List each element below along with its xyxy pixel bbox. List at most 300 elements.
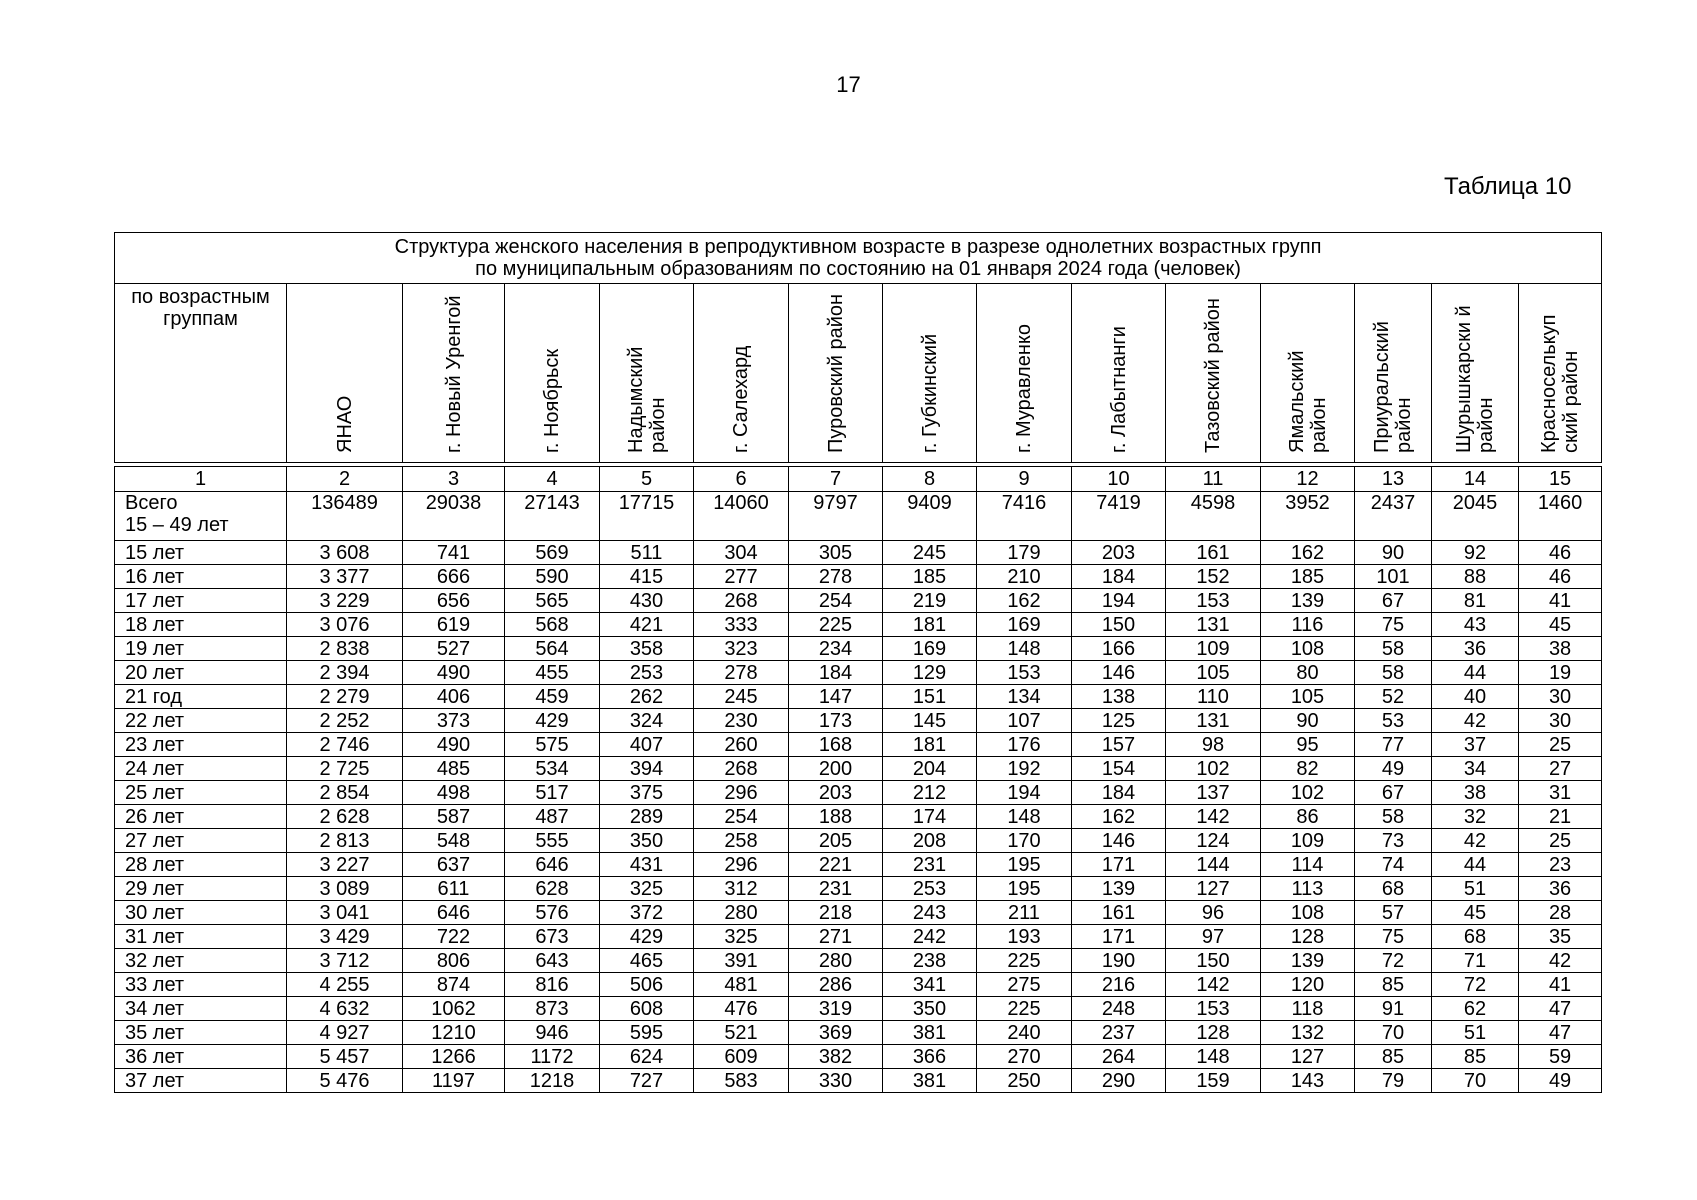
table-cell: 62 [1432,997,1519,1021]
table-cell: 90 [1261,709,1355,733]
table-cell: 73 [1355,829,1432,853]
table-cell: 95 [1261,733,1355,757]
table-cell: 101 [1355,565,1432,589]
table-cell: 3 712 [287,949,403,973]
table-cell: 264 [1072,1045,1166,1069]
table-cell: 221 [789,853,883,877]
table-cell: 575 [505,733,600,757]
table-cell: 323 [694,637,789,661]
table-cell: 407 [600,733,694,757]
table-cell: 108 [1261,901,1355,925]
table-cell: 210 [977,565,1072,589]
total-cell: 2437 [1355,492,1432,541]
table-cell: 305 [789,541,883,565]
table-cell: 195 [977,877,1072,901]
table-cell: 42 [1432,829,1519,853]
table-cell: 41 [1519,973,1602,997]
column-number-row [115,467,1602,492]
table-cell: 517 [505,781,600,805]
table-cell: 394 [600,757,694,781]
table-cell: 609 [694,1045,789,1069]
table-row [115,541,1602,565]
table-cell: 35 [1519,925,1602,949]
table-cell: 72 [1432,973,1519,997]
table-cell: 124 [1166,829,1261,853]
row-label: 26 лет [115,805,287,829]
table-cell: 184 [789,661,883,685]
table-cell: 77 [1355,733,1432,757]
table-cell: 369 [789,1021,883,1045]
column-header [287,284,403,463]
table-cell: 254 [694,805,789,829]
table-cell: 646 [505,853,600,877]
table-cell: 608 [600,997,694,1021]
table-cell: 38 [1519,637,1602,661]
column-number: 15 [1519,467,1602,492]
table-cell: 59 [1519,1045,1602,1069]
table-row [115,589,1602,613]
table-cell: 216 [1072,973,1166,997]
table-cell: 46 [1519,541,1602,565]
table-cell: 873 [505,997,600,1021]
total-cell: 7419 [1072,492,1166,541]
caption-line-1: Структура женского населения в репродуктивном возрасте в разрезе однолетних возрастных групп [394,236,1322,258]
table-cell: 208 [883,829,977,853]
table-cell: 67 [1355,781,1432,805]
table-cell: 211 [977,901,1072,925]
table-cell: 231 [883,853,977,877]
row-label: 35 лет [115,1021,287,1045]
table-cell: 44 [1432,853,1519,877]
column-number: 11 [1166,467,1261,492]
table-cell: 148 [1166,1045,1261,1069]
table-row [115,781,1602,805]
table-cell: 30 [1519,685,1602,709]
table-cell: 42 [1432,709,1519,733]
table-cell: 280 [694,901,789,925]
column-header-label: Надымский район [624,346,669,453]
column-header-label: Ямальский район [1285,350,1330,453]
table-cell: 219 [883,589,977,613]
table-cell: 147 [789,685,883,709]
column-header [977,284,1072,463]
table-cell: 21 [1519,805,1602,829]
table-cell: 555 [505,829,600,853]
table-cell: 105 [1166,661,1261,685]
table-cell: 45 [1519,613,1602,637]
table-cell: 296 [694,781,789,805]
table-cell: 44 [1432,661,1519,685]
table-cell: 258 [694,829,789,853]
table-cell: 57 [1355,901,1432,925]
table-cell: 142 [1166,805,1261,829]
table-cell: 254 [789,589,883,613]
table-cell: 190 [1072,949,1166,973]
table-cell: 628 [505,877,600,901]
table-cell: 590 [505,565,600,589]
table-cell: 4 632 [287,997,403,1021]
table-cell: 421 [600,613,694,637]
column-number: 4 [505,467,600,492]
row-label: 21 год [115,685,287,709]
table-cell: 271 [789,925,883,949]
table-row [115,805,1602,829]
table-cell: 268 [694,589,789,613]
table-row [115,565,1602,589]
row-label: 15 лет [115,541,287,565]
table-cell: 80 [1261,661,1355,685]
table-body [115,233,1602,1093]
total-cell: 7416 [977,492,1072,541]
column-header-label: г. Муравленко [1013,324,1035,453]
table-cell: 128 [1261,925,1355,949]
table-cell: 53 [1355,709,1432,733]
table-cell: 278 [789,565,883,589]
table-cell: 3 608 [287,541,403,565]
table-cell: 250 [977,1069,1072,1093]
table-cell: 139 [1261,949,1355,973]
table-cell: 506 [600,973,694,997]
total-cell: 29038 [403,492,505,541]
table-cell: 152 [1166,565,1261,589]
table-cell: 727 [600,1069,694,1093]
table-cell: 225 [977,997,1072,1021]
table-cell: 181 [883,613,977,637]
total-cell: 17715 [600,492,694,541]
table-cell: 666 [403,565,505,589]
column-header [600,284,694,463]
caption-line-2: по муниципальным образованиям по состоянию на 01 января 2024 года (человек) [475,258,1241,280]
table-row [115,949,1602,973]
table-cell: 109 [1261,829,1355,853]
table-cell: 120 [1261,973,1355,997]
table-cell: 162 [977,589,1072,613]
table-cell: 184 [1072,781,1166,805]
table-cell: 231 [789,877,883,901]
table-cell: 174 [883,805,977,829]
table-cell: 275 [977,973,1072,997]
table-cell: 185 [883,565,977,589]
column-header-label: г. Ноябрьск [541,348,563,453]
table-cell: 144 [1166,853,1261,877]
table-cell: 113 [1261,877,1355,901]
column-header-label: ЯНАО [333,395,356,453]
table-cell: 91 [1355,997,1432,1021]
table-cell: 583 [694,1069,789,1093]
table-cell: 86 [1261,805,1355,829]
table-cell: 230 [694,709,789,733]
total-cell: 3952 [1261,492,1355,541]
table-row [115,1045,1602,1069]
table-cell: 131 [1166,709,1261,733]
table-cell: 358 [600,637,694,661]
table-cell: 184 [1072,565,1166,589]
table-cell: 4 255 [287,973,403,997]
table-cell: 157 [1072,733,1166,757]
table-row [115,613,1602,637]
table-cell: 5 457 [287,1045,403,1069]
table-cell: 245 [694,685,789,709]
table-cell: 43 [1432,613,1519,637]
table-row [115,853,1602,877]
table-cell: 52 [1355,685,1432,709]
table-cell: 97 [1166,925,1261,949]
row-header-label: по возрастным группам [115,284,287,463]
column-number: 6 [694,467,789,492]
table-cell: 498 [403,781,505,805]
table-cell: 324 [600,709,694,733]
table-cell: 127 [1166,877,1261,901]
table-cell: 107 [977,709,1072,733]
table-cell: 673 [505,925,600,949]
table-cell: 153 [1166,997,1261,1021]
table-cell: 2 394 [287,661,403,685]
row-label: 22 лет [115,709,287,733]
column-header-label: г. Лабытнанги [1107,326,1130,453]
table-cell: 203 [1072,541,1166,565]
column-header-label: г. Губкинский [918,333,941,453]
total-cell: 27143 [505,492,600,541]
table-cell: 312 [694,877,789,901]
table-cell: 548 [403,829,505,853]
table-cell: 181 [883,733,977,757]
table-cell: 102 [1166,757,1261,781]
table-cell: 431 [600,853,694,877]
table-cell: 47 [1519,1021,1602,1045]
table-cell: 587 [403,805,505,829]
column-header-label: Тазовский район [1202,298,1224,453]
table-cell: 96 [1166,901,1261,925]
table-row [115,973,1602,997]
table-cell: 153 [977,661,1072,685]
table-cell: 195 [977,853,1072,877]
total-cell: 9797 [789,492,883,541]
column-header [403,284,505,463]
row-label: 33 лет [115,973,287,997]
table-cell: 82 [1261,757,1355,781]
table-cell: 159 [1166,1069,1261,1093]
table-cell: 485 [403,757,505,781]
table-cell: 194 [977,781,1072,805]
table-cell: 137 [1166,781,1261,805]
table-cell: 243 [883,901,977,925]
table-cell: 27 [1519,757,1602,781]
table-row [115,709,1602,733]
table-cell: 366 [883,1045,977,1069]
table-cell: 51 [1432,877,1519,901]
table-cell: 646 [403,901,505,925]
column-number: 7 [789,467,883,492]
table-cell: 179 [977,541,1072,565]
table-cell: 2 838 [287,637,403,661]
table-cell: 656 [403,589,505,613]
table-cell: 127 [1261,1045,1355,1069]
table-cell: 946 [505,1021,600,1045]
table-cell: 90 [1355,541,1432,565]
table-cell: 373 [403,709,505,733]
table-cell: 253 [883,877,977,901]
row-label: 17 лет [115,589,287,613]
table-caption [115,233,1602,284]
table-cell: 150 [1166,949,1261,973]
table-cell: 19 [1519,661,1602,685]
table-cell: 161 [1072,901,1166,925]
table-cell: 296 [694,853,789,877]
table-cell: 173 [789,709,883,733]
column-number: 2 [287,467,403,492]
table-cell: 118 [1261,997,1355,1021]
table-cell: 148 [977,805,1072,829]
table-cell: 169 [883,637,977,661]
column-header-label: Шурышкарски й район [1453,305,1497,453]
table-cell: 205 [789,829,883,853]
table-cell: 85 [1355,973,1432,997]
column-number: 13 [1355,467,1432,492]
row-label: 23 лет [115,733,287,757]
table-cell: 406 [403,685,505,709]
column-number: 1 [115,467,287,492]
table-cell: 304 [694,541,789,565]
table-row [115,1069,1602,1093]
table-row [115,1021,1602,1045]
total-label-line-1: Всего [125,492,178,514]
table-cell: 225 [789,613,883,637]
table-cell: 128 [1166,1021,1261,1045]
column-header-row [115,284,1602,463]
table-cell: 72 [1355,949,1432,973]
table-cell: 527 [403,637,505,661]
table-cell: 1197 [403,1069,505,1093]
column-header [1519,284,1602,463]
table-cell: 151 [883,685,977,709]
table-cell: 161 [1166,541,1261,565]
table-cell: 270 [977,1045,1072,1069]
column-header [789,284,883,463]
table-cell: 139 [1261,589,1355,613]
table-cell: 110 [1166,685,1261,709]
table-cell: 200 [789,757,883,781]
table-cell: 129 [883,661,977,685]
table-cell: 245 [883,541,977,565]
table-cell: 146 [1072,829,1166,853]
table-cell: 142 [1166,973,1261,997]
table-cell: 455 [505,661,600,685]
table-cell: 70 [1355,1021,1432,1045]
table-row [115,733,1602,757]
table-cell: 277 [694,565,789,589]
table-cell: 71 [1432,949,1519,973]
table-cell: 102 [1261,781,1355,805]
table-cell: 162 [1261,541,1355,565]
table-cell: 3 227 [287,853,403,877]
table-cell: 490 [403,733,505,757]
table-cell: 260 [694,733,789,757]
table-cell: 46 [1519,565,1602,589]
table-cell: 131 [1166,613,1261,637]
table-cell: 132 [1261,1021,1355,1045]
row-label: 25 лет [115,781,287,805]
row-label: 29 лет [115,877,287,901]
table-cell: 171 [1072,853,1166,877]
table-cell: 45 [1432,901,1519,925]
page-number: 17 [836,72,861,97]
table-cell: 170 [977,829,1072,853]
column-header-label: г. Салехард [730,345,752,453]
row-label: 18 лет [115,613,287,637]
table-cell: 237 [1072,1021,1166,1045]
table-cell: 643 [505,949,600,973]
table-cell: 92 [1432,541,1519,565]
table-cell: 2 746 [287,733,403,757]
row-label: 16 лет [115,565,287,589]
table-cell: 154 [1072,757,1166,781]
table-cell: 109 [1166,637,1261,661]
total-cell: 9409 [883,492,977,541]
table-cell: 32 [1432,805,1519,829]
table-cell: 3 089 [287,877,403,901]
table-cell: 568 [505,613,600,637]
table-cell: 391 [694,949,789,973]
table-cell: 253 [600,661,694,685]
table-cell: 534 [505,757,600,781]
table-cell: 2 279 [287,685,403,709]
table-cell: 330 [789,1069,883,1093]
table-cell: 476 [694,997,789,1021]
table-cell: 248 [1072,997,1166,1021]
table-cell: 611 [403,877,505,901]
row-label: 31 лет [115,925,287,949]
table-cell: 143 [1261,1069,1355,1093]
table-cell: 36 [1432,637,1519,661]
table-cell: 74 [1355,853,1432,877]
table-cell: 637 [403,853,505,877]
table-cell: 290 [1072,1069,1166,1093]
table-cell: 430 [600,589,694,613]
table-cell: 595 [600,1021,694,1045]
table-cell: 148 [977,637,1072,661]
caption-row [115,233,1602,284]
table-cell: 1210 [403,1021,505,1045]
table-cell: 23 [1519,853,1602,877]
table-cell: 2 813 [287,829,403,853]
table-row [115,757,1602,781]
total-row [115,492,1602,541]
column-header [505,284,600,463]
table-cell: 185 [1261,565,1355,589]
column-header [1355,284,1432,463]
table-cell: 2 628 [287,805,403,829]
total-cell: 1460 [1519,492,1602,541]
table-cell: 188 [789,805,883,829]
table-cell: 619 [403,613,505,637]
table-cell: 139 [1072,877,1166,901]
table-cell: 4 927 [287,1021,403,1045]
row-label: 37 лет [115,1069,287,1093]
table-cell: 289 [600,805,694,829]
table-cell: 415 [600,565,694,589]
total-cell: 2045 [1432,492,1519,541]
table-cell: 225 [977,949,1072,973]
table-cell: 1218 [505,1069,600,1093]
row-label: 24 лет [115,757,287,781]
table-cell: 722 [403,925,505,949]
table-cell: 162 [1072,805,1166,829]
table-cell: 38 [1432,781,1519,805]
table-cell: 36 [1519,877,1602,901]
table-cell: 3 377 [287,565,403,589]
table-row [115,877,1602,901]
table-cell: 49 [1355,757,1432,781]
